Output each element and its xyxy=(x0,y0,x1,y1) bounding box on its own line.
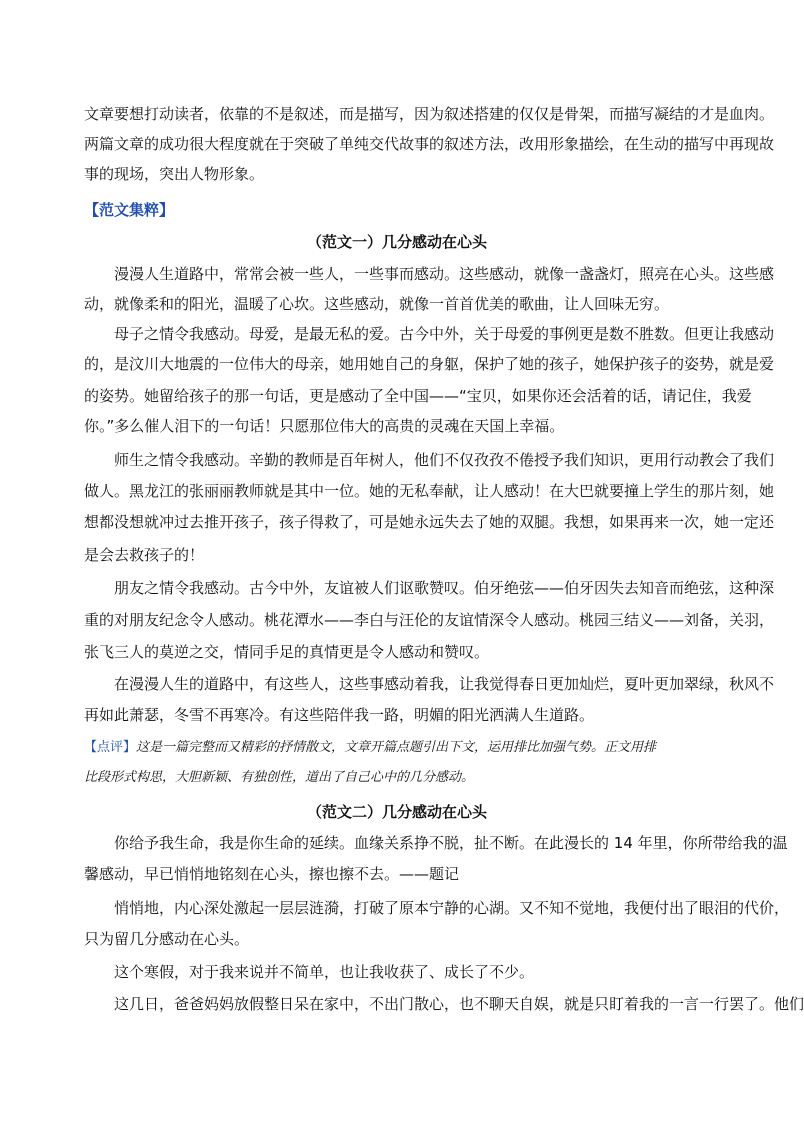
essay2-p2-line2: 只为留几分感动在心头。 xyxy=(84,930,250,948)
essay1-p3-line1: 师生之情令我感动。辛勤的教师是百年树人，他们不仅孜孜不倦授予我们知识，更用行动教会了我们 xyxy=(84,451,775,469)
essay1-p3-line4: 是会去救孩子的！ xyxy=(84,546,205,564)
essay1-p4-line3: 张飞三人的莫逆之交，情同手足的真情更是令人感动和赞叹。 xyxy=(84,643,490,661)
essay1-p1-line1: 漫漫人生道路中，常常会被一些人，一些事而感动。这些感动，就像一盏盏灯，照亮在心头。这些感 xyxy=(84,265,775,283)
essay2-p2-line1: 悄悄地，内心深处激起一层层涟漪，打破了原本宁静的心湖。又不知不觉地，我便付出了眼泪的代价， xyxy=(84,899,790,917)
essay1-p2-line4: 你。”多么催人泪下的一句话！只愿那位伟大的高贵的灵魂在天国上幸福。 xyxy=(84,417,565,435)
essay1-p2-line3: 的姿势。她留给孩子的那一句话，更是感动了全中国——“宝贝，如果你还会活着的话，请记住，我爱 xyxy=(84,387,752,405)
intro-line-3: 事的现场，突出人物形象。 xyxy=(84,165,265,183)
essay2-title: （范文二）几分感动在心头 xyxy=(306,803,487,821)
essay2-p4-line1: 这几日，爸爸妈妈放假整日呆在家中，不出门散心，也不聊天自娱，就是只盯着我的一言一行罢了。他们 xyxy=(84,995,804,1013)
essay1-p2-line1: 母子之情令我感动。母爱，是最无私的爱。古今中外，关于母爱的事例更是数不胜数。但更让我感动 xyxy=(84,325,775,343)
essay1-p4-line2: 重的对朋友纪念令人感动。桃花潭水——李白与汪伦的友谊情深令人感动。桃园三结义——刘备，关羽， xyxy=(84,611,775,629)
essay1-p3-line2: 做人。黑龙江的张丽丽教师就是其中一位。她的无私奉献，让人感动！在大巴就要撞上学生的那片刻，她 xyxy=(84,482,775,500)
essay2-p1-line2: 馨感动，早已悄悄地铭刻在心头，擦也擦不去。——题记 xyxy=(84,865,460,883)
comment-text: 这是一篇完整而又精彩的抒情散文，文章开篇点题引出下文，运用排比加强气势。正文用排 xyxy=(136,740,657,755)
essay1-comment-line2: 比段形式构思，大胆新颖、有独创性，道出了自己心中的几分感动。 xyxy=(84,770,475,785)
essay2-p1-line1: 你给予我生命，我是你生命的延续。血缘关系挣不脱，扯不断。在此漫长的 14 年里，你所带给我的温 xyxy=(84,834,788,852)
intro-line-2: 两篇文章的成功很大程度就在于突破了单纯交代故事的叙述方法，改用形象描绘，在生动的描写中再现故 xyxy=(84,135,775,153)
essay1-p5-line2: 再如此萧瑟，冬雪不再寒冷。有这些陪伴我一路，明媚的阳光洒满人生道路。 xyxy=(84,706,595,724)
essay1-p1-line2: 动，就像柔和的阳光，温暖了心坎。这些感动，就像一首首优美的歌曲，让人回味无穷。 xyxy=(84,295,670,313)
essay2-p3-line1: 这个寒假，对于我来说并不简单，也让我收获了、成长了不少。 xyxy=(84,963,535,981)
intro-line-1: 文章要想打动读者，依靠的不是叙述，而是描写，因为叙述搭建的仅仅是骨架，而描写凝结的才是血肉。 xyxy=(84,105,775,123)
essay1-p2-line2: 的，是汶川大地震的一位伟大的母亲，她用她自己的身躯，保护了她的孩子，她保护孩子的姿势，就是爱 xyxy=(84,355,775,373)
section-tag: 【范文集粹】 xyxy=(84,201,175,219)
essay1-title: （范文一）几分感动在心头 xyxy=(306,233,487,251)
essay1-p5-line1: 在漫漫人生的道路中，有这些人，这些事感动着我，让我觉得春日更加灿烂，夏叶更加翠绿，秋风不 xyxy=(84,675,775,693)
essay1-comment-line1 xyxy=(84,739,724,757)
essay1-p4-line1: 朋友之情令我感动。古今中外，友谊被人们讴歌赞叹。伯牙绝弦——伯牙因失去知音而绝弦，这种深 xyxy=(84,579,775,597)
essay1-p3-line3: 想都没想就冲过去推开孩子，孩子得救了，可是她永远失去了她的双腿。我想，如果再来一次，她一定还 xyxy=(84,513,775,531)
comment-mark: 【点评】 xyxy=(84,740,137,755)
